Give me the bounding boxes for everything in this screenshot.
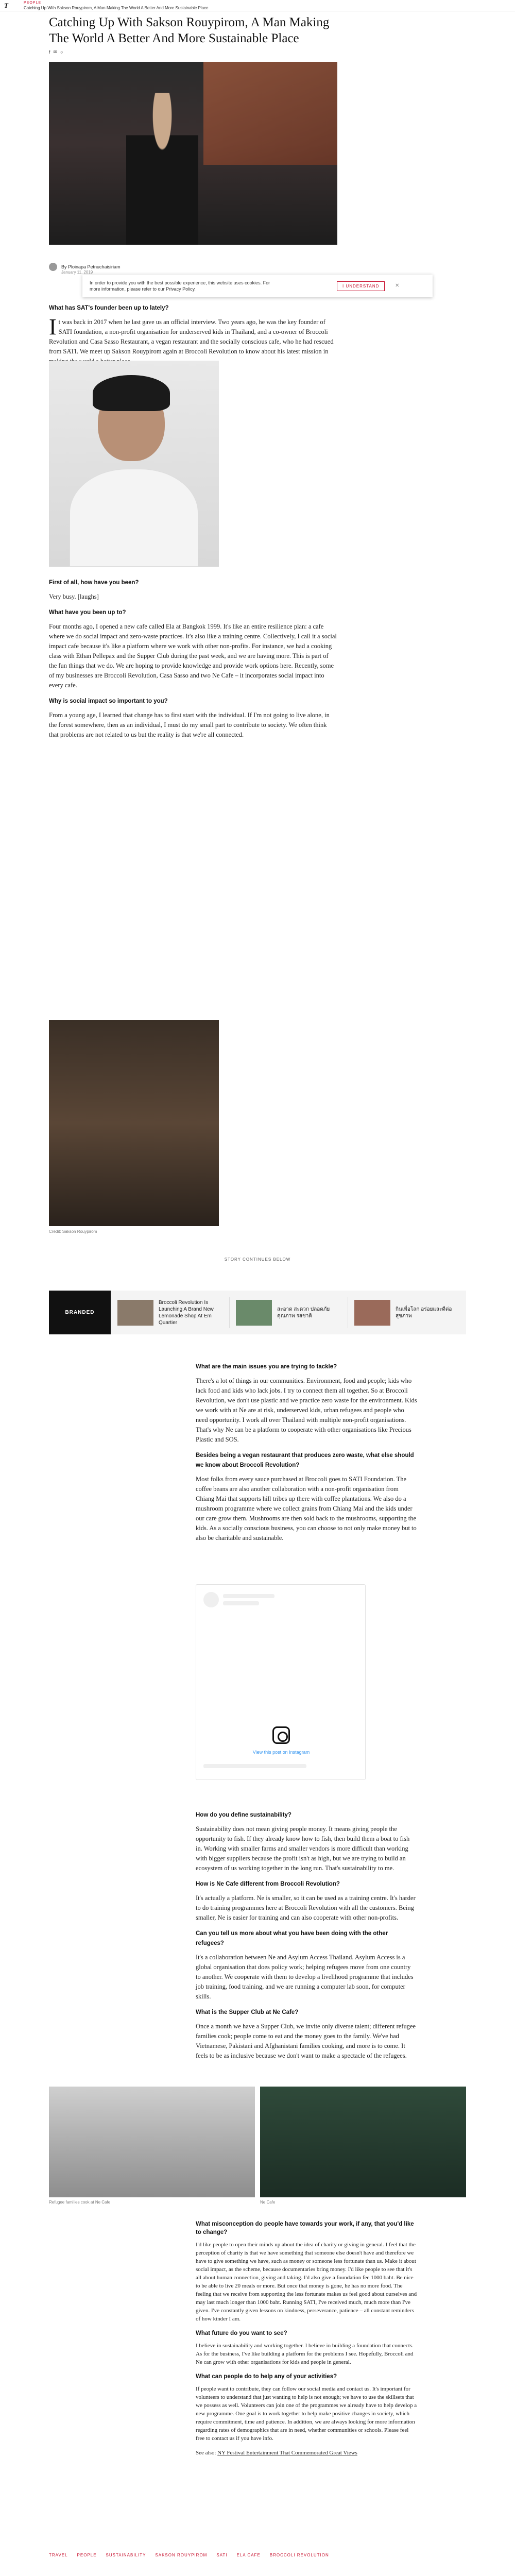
ig-line-placeholder (223, 1594, 274, 1598)
photo-caption: Credit: Sakson Rouypirom (49, 1229, 97, 1234)
branded-strip (49, 1291, 466, 1334)
tag[interactable]: SUSTAINABILITY (106, 2553, 146, 2557)
article-header (49, 14, 337, 55)
article-body-3 (196, 1360, 417, 1549)
cafe-interior-photo (260, 2087, 466, 2197)
paragraph: It was back in 2017 when he last gave us an official interview. Two years ago, he was the key founder of SATI foundation, a non-profit organisation for underserved kids in Thailand, and a co-owner of Broccoli Revolution and Casa Sasso Restaurant, a vegan restaurant and the socially conscious cafe, who he had rescued from SATI. We meet up Sakson Rouypirom again at Broccoli Revolution to know about his latest mission in (49, 314, 334, 355)
cookie-accept-button[interactable]: I UNDERSTAND (337, 281, 385, 291)
drop-cap: I (49, 314, 57, 340)
ig-line-placeholder (203, 1764, 306, 1768)
author-name[interactable]: By Ploinapa Petnuchaisiriam (61, 264, 121, 269)
tag-list (49, 2553, 368, 2557)
paragraph: From a young age, I learned that change has to first start with the individual. If I'm not going to live alone, in the forest somewhere, then as an individual, I must do my small part to contribute to society. We often think that problems are not related to us but the reality is that we're all connected. (49, 711, 330, 738)
question: First of all, how have you been? (49, 580, 139, 586)
paragraph: Sustainability does not mean giving people money. It means giving people the opportunity to fish. If they already know how to fish, then build them a boat to fish in. Working with smaller farms and smaller vendors is more difficult than working with bigger suppliers because the profit isn't as high, but we are trying to build an ecosystem of us working together in the long run. That's sustainability to me. (196, 1825, 410, 1872)
paragraph: There's a lot of things in our communities. Environment, food and people; kids who lack food and kids who lack jobs. I try to connect them all together. So at Broccoli Revolution, we don't use plastic and we practice zero waste for the environment. Kids we work with at Ne are at risk, underserved kids, urban refugees and people who need opportunity. I work all over Thailand with multiple non-profit organisations. That's why Ne can be a platform to cooperate with other organisations like Precious Plastic and SOS. (196, 1377, 417, 1443)
ig-avatar-placeholder (203, 1592, 219, 1607)
instagram-icon (272, 1726, 290, 1744)
top-bar-title: Catching Up With Sakson Rouypirom, A Man Making The World A Better And More Sustainable Place (24, 6, 209, 10)
paragraph: If people want to contribute, they can follow our social media and contact us. It's important for volunteers to understand that just wanting to help is not enough; we have to use the skillsets that we possess as well. Volunteers can join one of the programmes we already have to help develop a new programme. One goal is to work together to help make positive changes in society, which require commitment, time and patience. In addition, we are always looking for more information regarding rates of demographics that are in need, whether communities or schools. Please feel free to contact us if you have info. (196, 2386, 417, 2442)
hero-person (126, 93, 198, 245)
portrait-photo (49, 361, 219, 567)
ig-line-placeholder (223, 1601, 259, 1605)
paragraph: Once a month we have a Supper Club, we invite only diverse talent; different refugee families cook; people come to eat and the money goes to the family. We've had Vietnamese, Pakistani and Afghanistani families cooking, and more is to come. It feels to be as inclusive because we don't want to make a spectacle of the refugees. (196, 2023, 416, 2059)
thumbnail (117, 1300, 153, 1326)
article-body-5 (196, 2218, 417, 2463)
paragraph: Very busy. [laughs] (49, 593, 99, 600)
close-icon[interactable]: × (395, 282, 400, 290)
tag[interactable]: TRAVEL (49, 2553, 68, 2557)
question: What are the main issues you are trying to tackle? (196, 1364, 337, 1370)
tag[interactable]: SATI (216, 2553, 228, 2557)
thumbnail (354, 1300, 390, 1326)
branded-item[interactable]: สะอาด สะดวก ปลอดภัย คุณภาพ รสชาติ (229, 1297, 348, 1328)
top-bar (0, 0, 515, 11)
whatsapp-icon[interactable]: ○ (60, 49, 63, 55)
instagram-embed[interactable] (196, 1584, 366, 1780)
question: Besides being a vegan restaurant that produces zero waste, what else should we know about Broccoli Revolution? (196, 1452, 414, 1468)
question: What have you been up to? (49, 609, 126, 616)
email-icon[interactable]: ✉ (53, 49, 58, 55)
cookie-text: In order to provide you with the best possible experience, this website uses cookies. For more information, please refer to our Privacy Policy. (90, 280, 270, 292)
question: What misconception do people have towards your work, if any, that you'd like to change? (196, 2221, 414, 2235)
photo-caption: Ne Cafe (260, 2200, 276, 2205)
cafe-crowd-photo (49, 1020, 219, 1226)
question: How do you define sustainability? (196, 1812, 291, 1818)
question: Can you tell us more about what you have been doing with the other refugees? (196, 1930, 388, 1946)
see-also: See also: NY Festival Entertainment That Commemorated Great Views (196, 2450, 357, 2456)
photo-caption: Refugee families cook at Ne Cafe (49, 2200, 111, 2205)
article-body-4 (196, 1808, 417, 2067)
paragraph: I'd like people to open their minds up about the idea of charity or giving in general. I feel that the perception of charity is that we have something that someone else doesn't have and therefore we have to give something we have, such as money or someone less fortunate than us. Make it about social impact, as the scheme, because documentaries bring money. I'd like people to see that it's all about human connection, giving and taking. I'd also give a foundation fee 1000 baht. Be nice to be able to live 20 meals or more. But once that money is gone, he has no more food. The feeling that we receive from supporting the less fortunate makes us feel good about ourselves and may last much longer than 1000 baht. Running SATI, I've received much, much more than I've given. I've constantly given lessons on kindness, perseverance, patience – all constant reminders of how kinder I am. (196, 2242, 417, 2322)
paragraph: It's actually a platform. Ne is smaller, so it can be used as a training centre. It's harder to do training programmes here at Broccoli Revolution with all the customers. Being smaller, Ne is easier for training and can also cooperate with other non-profits. (196, 1894, 416, 1921)
tag[interactable]: SAKSON ROUYPIROM (155, 2553, 208, 2557)
question: What can people do to help any of your activities? (196, 2374, 337, 2380)
section-label[interactable]: PEOPLE (24, 1, 42, 5)
thumbnail (236, 1300, 272, 1326)
story-continues-label: STORY CONTINUES BELOW (224, 1257, 291, 1262)
paragraph: It's a collaboration between Ne and Asylum Access Thailand. Asylum Access is a global organisation that does policy work; helping refugees move from one country to another. We cooperate with them to develop a livelihood programme that includes job training, food training, and we are running a computer lab soon, for computer skills. (196, 1954, 414, 2000)
see-also-link[interactable]: NY Festival Entertainment That Commemorated Great Views (217, 2450, 357, 2456)
paragraph: Most folks from every sauce purchased at Broccoli goes to SATI Foundation. The coffee beans are also another collaboration with a non-profit organisation from Chiang Mai that supports hill tribes up there with coffee plantations. We also do a mushroom programme where we collect grains from Chiang Mai and the kids under our care grow them. Mushrooms are then sold back to the mushrooms, supporting the kids. As a socially conscious business, you can choose to not only make money but to also be charitable and sustainable. (196, 1476, 417, 1541)
supper-club-photo (49, 2087, 255, 2197)
author-avatar (49, 263, 57, 271)
question: Why is social impact so important to you? (49, 698, 168, 704)
hero-background (203, 62, 337, 165)
hero-image (49, 62, 337, 245)
portrait-hair (93, 375, 170, 411)
question: What has SAT's founder been up to lately? (49, 305, 169, 311)
branded-item[interactable]: Broccoli Revolution Is Launching A Brand New Lemonade Shop At Em Quartier (111, 1297, 229, 1328)
facebook-icon[interactable]: f (49, 49, 50, 55)
question: What is the Supper Club at Ne Cafe? (196, 2009, 299, 2015)
article-title: Catching Up With Sakson Rouypirom, A Man Making The World A Better And More Sustainable Place (49, 15, 330, 45)
branded-item[interactable]: กินเพื่อโลก อร่อยและดีต่อสุขภาพ (348, 1297, 466, 1328)
cookie-banner (82, 275, 433, 297)
site-logo[interactable]: T (4, 1, 8, 9)
question: How is Ne Cafe different from Broccoli Revolution? (196, 1881, 340, 1887)
question: What future do you want to see? (196, 2330, 287, 2336)
branded-logo: BRANDED (49, 1291, 111, 1334)
paragraph: Four months ago, I opened a new cafe called Ela at Bangkok 1999. It's like an entire resilience plan: a cafe where we do social impact and zero-waste practices. It's also like a training centre. Collectively, I call it a social impact cafe because it's like a platform where we work with other non-profits. For instance, we had a cooking class with Ethan Pellepax and the Supper Club during the past week, and we are having more. This is part of the fun things that we do. We are hoping to provide knowledge and provide work options here. Recently, some of my businesses are Broccoli Revolution, Casa Sasso and two Ne Cafe – it incorporates social impact into every cafe. (49, 623, 337, 689)
tag[interactable]: PEOPLE (77, 2553, 97, 2557)
paragraph: I believe in sustainability and working together. I believe in building a foundation that connects. As for the business, I've like building a platform for the problems I see. Hopefully, Broccoli and Ne can grow with other organisations for kids and people in general. (196, 2343, 414, 2365)
tag[interactable]: ELA CAFE (236, 2553, 261, 2557)
instagram-link[interactable]: View this post on Instagram (252, 1750, 310, 1755)
publish-date: January 11, 2019 (61, 270, 93, 275)
byline (49, 263, 121, 275)
article-body-2 (49, 576, 337, 746)
share-bar (49, 49, 337, 55)
portrait-shirt (70, 469, 198, 567)
tag[interactable]: BROCCOLI REVOLUTION (269, 2553, 329, 2557)
